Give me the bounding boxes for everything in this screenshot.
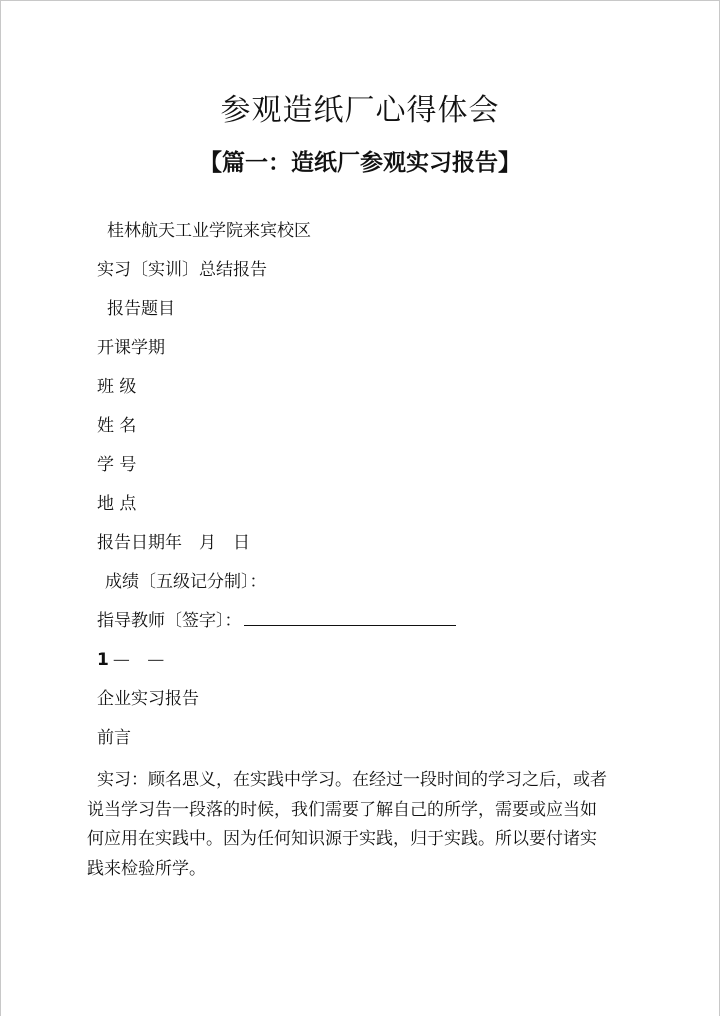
- semester-label: 开课学期: [97, 338, 165, 358]
- instructor-signature-row: [97, 610, 456, 632]
- location-label: 地 点: [97, 494, 137, 514]
- grade-label: 成绩〔五级记分制〕：: [105, 572, 267, 592]
- paragraph-line: 实习：顾名思义，在实践中学习。在经过一段时间的学习之后，或者: [97, 770, 607, 790]
- paragraph-line: 践来检验所学。: [87, 858, 206, 879]
- signature-line: [244, 610, 456, 626]
- instructor-label: 指导教师〔签字〕：: [97, 611, 242, 631]
- page-number: 1: [97, 650, 109, 670]
- section-title: 企业实习报告: [97, 689, 199, 709]
- preface-title: 前言: [97, 728, 131, 748]
- report-topic-label: 报告题目: [107, 299, 175, 319]
- document-subtitle: 【篇一：造纸厂参观实习报告】: [199, 149, 521, 176]
- school-name: 桂林航天工业学院来宾校区: [107, 221, 311, 241]
- paragraph-line: 何应用在实践中。因为任何知识源于实践，归于实践。所以要付诸实: [87, 829, 597, 849]
- document-title: 参观造纸厂心得体会: [220, 93, 500, 128]
- page-marker: [97, 649, 170, 671]
- preface-paragraph: [87, 766, 647, 884]
- report-date-label: 报告日期年 月 日: [97, 533, 250, 553]
- report-type: 实习〔实训〕总结报告: [97, 260, 267, 280]
- name-label: 姓 名: [97, 416, 137, 436]
- class-label: 班 级: [97, 377, 137, 397]
- page-dashes: — —: [112, 650, 171, 670]
- student-id-label: 学 号: [97, 455, 137, 475]
- paragraph-line: 说当学习告一段落的时候，我们需要了解自己的所学，需要或应当如: [87, 799, 597, 820]
